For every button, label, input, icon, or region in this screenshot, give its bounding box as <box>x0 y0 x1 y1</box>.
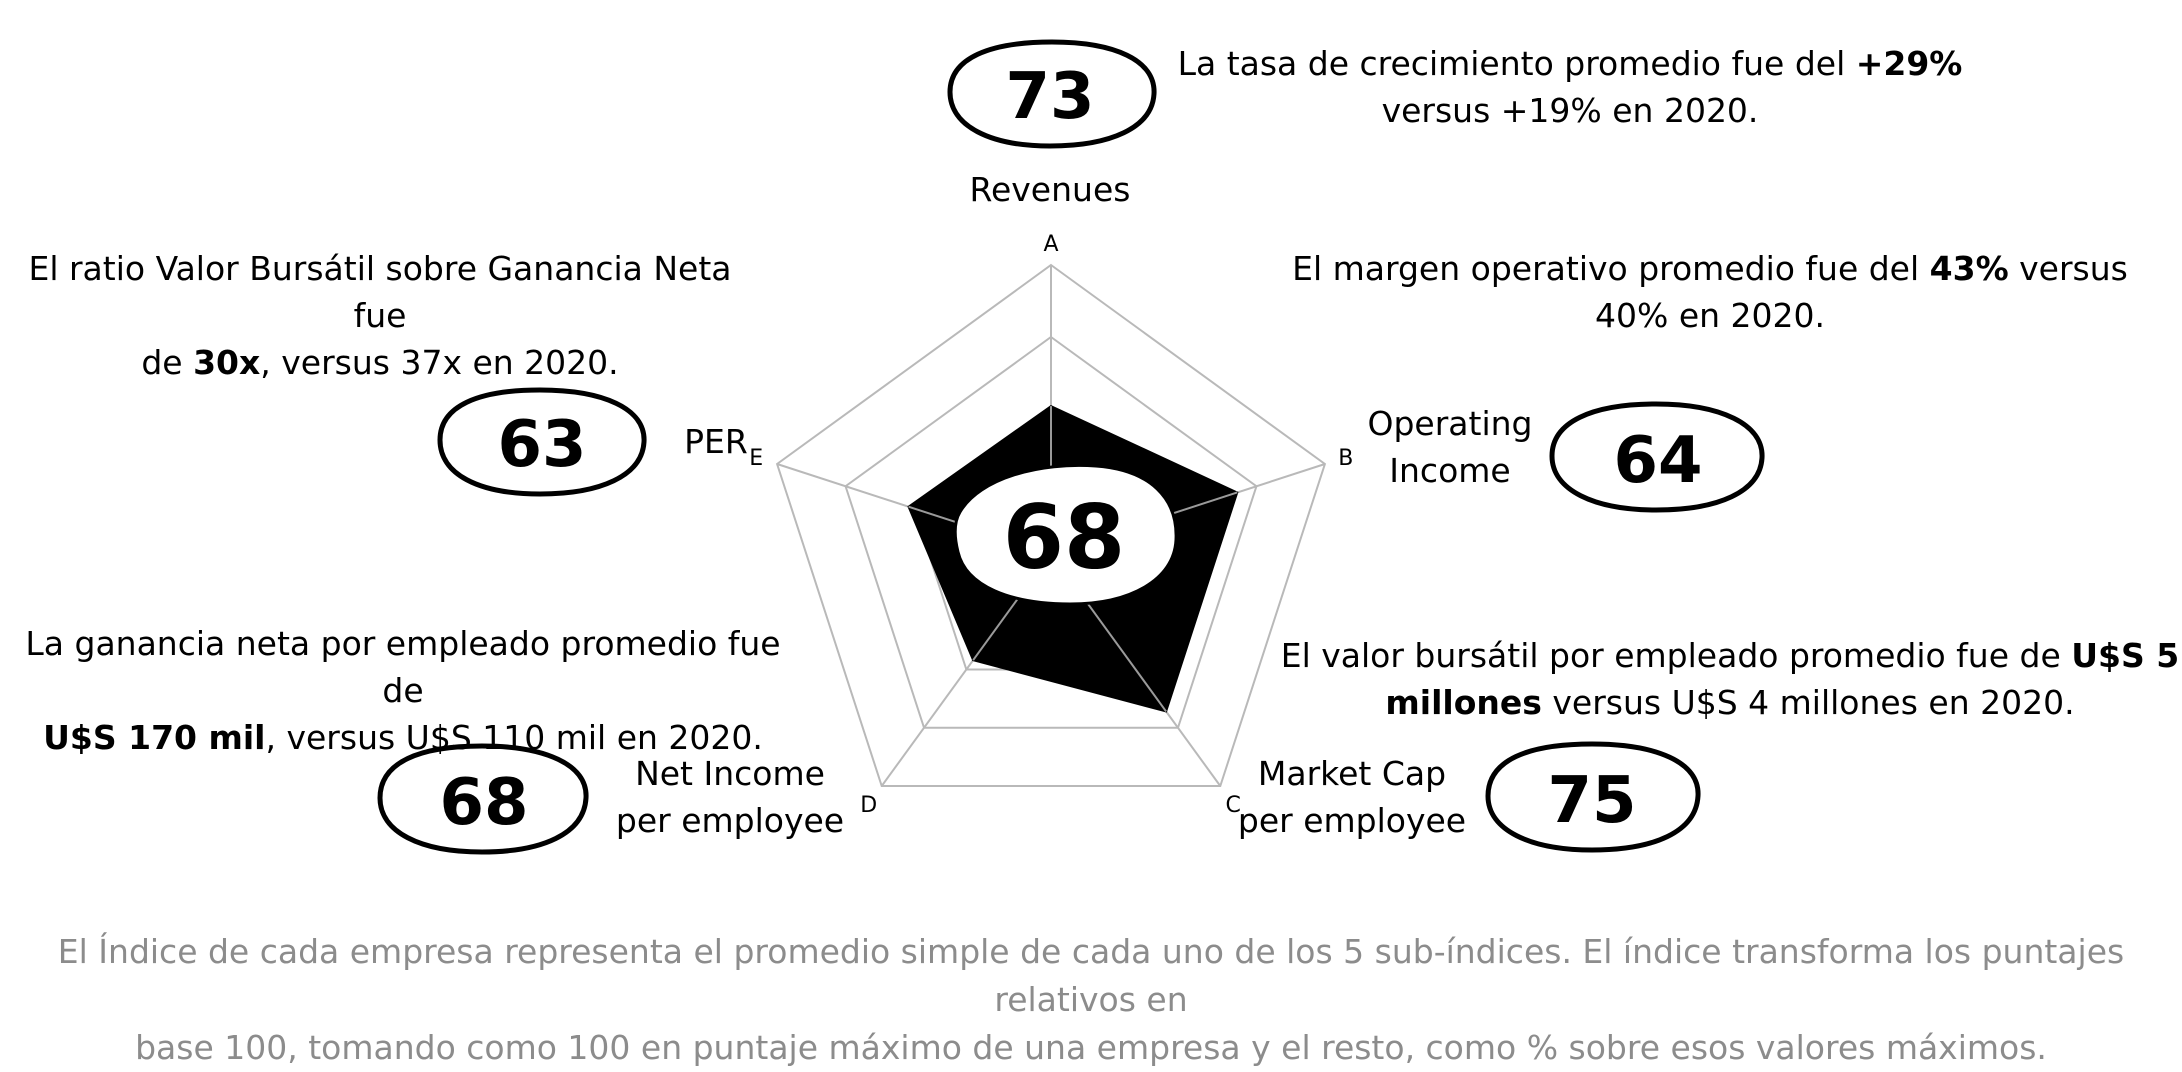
operating-score-value: 64 <box>1613 424 1703 498</box>
operating-note-line1 <box>1280 245 2140 292</box>
radar-axis-letter-c: C <box>1225 792 1241 818</box>
market-cap-note-bold2: millones <box>1385 683 1542 722</box>
per-score-badge <box>440 390 644 494</box>
revenues-note-line1 <box>1140 40 2000 87</box>
per-label <box>666 418 766 465</box>
per-note-pre: de <box>141 343 194 382</box>
net-income-label-line1: Net Income <box>635 754 825 793</box>
per-note <box>0 245 760 386</box>
operating-note-pre: El margen operativo promedio fue del <box>1292 249 1930 288</box>
market-cap-note <box>1280 632 2180 726</box>
net-income-note-line1: La ganancia neta por empleado promedio fue de <box>25 624 781 710</box>
revenues-label-text: Revenues <box>969 170 1131 209</box>
revenues-note-pre: La tasa de crecimiento promedio fue del <box>1177 44 1856 83</box>
per-note-bold: 30x <box>193 343 261 382</box>
footer-line2: base 100, tomando como 100 en puntaje máximo de una empresa y el resto, como % sobre esos valores máximos. <box>135 1028 2047 1067</box>
overall-score-value: 68 <box>1002 486 1126 589</box>
market-cap-note-pre: El valor bursátil por empleado promedio fue de <box>1280 636 2072 675</box>
radar-axis-letter-e: E <box>749 446 764 472</box>
per-label-text: PER <box>684 422 748 461</box>
operating-note-bold: 43% <box>1929 249 2009 288</box>
radar-axis-letter-b: B <box>1338 446 1354 472</box>
operating-label-line2: Income <box>1389 451 1511 490</box>
market-cap-note-post: versus U$S 4 millones en 2020. <box>1541 683 2075 722</box>
revenues-note <box>1140 40 2000 134</box>
operating-score-badge <box>1552 404 1762 510</box>
market-cap-label-line1: Market Cap <box>1257 754 1447 793</box>
market-cap-label <box>1222 750 1482 844</box>
net-income-score-value: 68 <box>439 766 529 840</box>
net-income-label <box>600 750 860 844</box>
radar-axis-letter-d: D <box>860 792 878 818</box>
per-note-line2 <box>0 339 760 386</box>
per-note-post: , versus 37x en 2020. <box>260 343 619 382</box>
revenues-label <box>930 166 1170 213</box>
market-cap-note-line1 <box>1280 632 2180 679</box>
market-cap-note-line2 <box>1280 679 2180 726</box>
per-note-line1: El ratio Valor Bursátil sobre Ganancia Neta fue <box>28 249 732 335</box>
market-cap-score-value: 75 <box>1547 764 1637 838</box>
revenues-note-line2: versus +19% en 2020. <box>1381 91 1759 130</box>
operating-note <box>1280 245 2140 339</box>
net-income-note <box>0 620 806 761</box>
operating-label-line1: Operating <box>1367 404 1533 443</box>
operating-note-post: versus <box>2008 249 2128 288</box>
revenues-score-badge <box>950 42 1154 146</box>
per-score-value: 63 <box>497 408 587 482</box>
footer-note <box>0 928 2182 1072</box>
market-cap-label-line2: per employee <box>1237 801 1467 840</box>
net-income-label-line2: per employee <box>615 801 845 840</box>
footer-line1: El Índice de cada empresa representa el promedio simple de cada uno de los 5 sub-índices. El índice transforma los puntajes relativos en <box>57 932 2125 1019</box>
net-income-score-badge <box>380 746 586 852</box>
revenues-note-bold: +29% <box>1855 44 1963 83</box>
net-income-note-bold: U$S 170 mil <box>43 718 266 757</box>
revenues-score-value: 73 <box>1005 60 1095 134</box>
operating-note-line2: 40% en 2020. <box>1594 296 1826 335</box>
market-cap-note-bold: U$S 5 <box>2071 636 2180 675</box>
operating-label <box>1350 400 1550 494</box>
radar-axis-letter-a: A <box>1043 232 1059 257</box>
market-cap-score-badge <box>1488 744 1698 850</box>
net-income-note-post: , versus U$S 110 mil en 2020. <box>265 718 763 757</box>
net-income-note-line2 <box>0 714 806 761</box>
